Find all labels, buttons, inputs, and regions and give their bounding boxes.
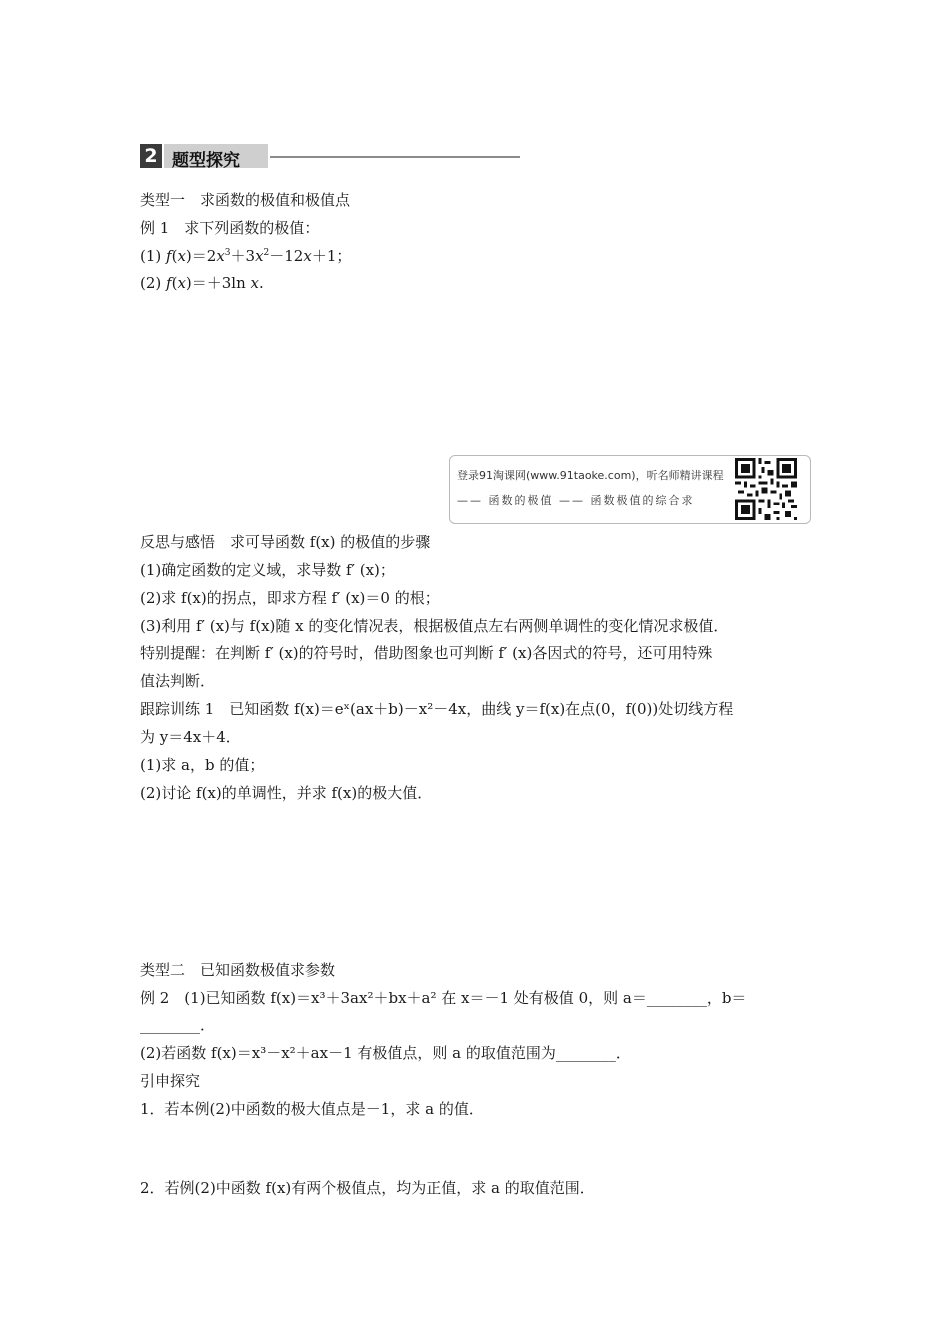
example1-part2-prefix: (2) [140, 274, 167, 292]
explore-heading: 引申探究 [140, 1072, 201, 1090]
reflection-note-line2: 值法判断． [140, 672, 216, 690]
section-divider [270, 156, 520, 158]
example1-label: 例 1 求下列函数的极值： [140, 219, 320, 237]
example1-part1-prefix: (1) [140, 247, 167, 265]
example2-line3: (2)若函数 f(x)＝x³－x²＋ax－1 有极值点，则 a 的取值范围为________． [140, 1044, 631, 1062]
reflection-step3: (3)利用 f′ (x)与 f(x)随 x 的变化情况表，根据极值点左右两侧单调性的变化情况求极值． [140, 617, 729, 635]
example1-part2: (2) f(x)＝＋3ln x. [140, 274, 264, 292]
example1-part1: (1) $f(x)=2x^3+3x^2-12x+1$； [140, 247, 352, 265]
explore-question2: 2．若例(2)中函数 f(x)有两个极值点，均为正值，求 a 的取值范围． [140, 1179, 595, 1197]
course-ad-line2[interactable]: —— 函数的极值 —— 函数极值的综合求 [457, 494, 695, 507]
type2-heading: 类型二 已知函数极值求参数 [140, 961, 336, 979]
course-ad-line1[interactable]: 登录91淘课网(www.91taoke.com)，听名师精讲课程 [457, 469, 724, 482]
training1-line2: 为 y＝4x＋4． [140, 728, 241, 746]
explore-question1: 1．若本例(2)中函数的极大值点是－1，求 a 的值． [140, 1100, 484, 1118]
section-title: 题型探究 [172, 151, 240, 171]
reflection-heading: 反思与感悟 求可导函数 f(x) 的极值的步骤 [140, 533, 431, 551]
training1-line1: 跟踪训练 1 已知函数 f(x)＝eˣ(ax＋b)－x²－4x，曲线 y＝f(x)在点(0，f(0))处切线方程 [140, 700, 734, 718]
type1-heading: 类型一 求函数的极值和极值点 [140, 191, 351, 209]
reflection-step1: (1)确定函数的定义域，求导数 f′ (x)； [140, 561, 395, 579]
reflection-note-line1: 特别提醒：在判断 f′ (x)的符号时，借助图象也可判断 f′ (x)各因式的符号，还可用特殊 [140, 644, 713, 662]
training1-question2: (2)讨论 f(x)的单调性，并求 f(x)的极大值． [140, 784, 433, 802]
example2-line1: 例 2 (1)已知函数 f(x)＝x³＋3ax²＋bx＋a² 在 x＝－1 处有极值 0，则 a＝________，b＝ [140, 989, 747, 1007]
example2-line2: ________． [140, 1016, 216, 1034]
section-number-badge: 2 [140, 144, 162, 168]
reflection-step2: (2)求 f(x)的拐点，即求方程 f′ (x)＝0 的根； [140, 589, 440, 607]
qr-code-icon[interactable] [734, 458, 798, 520]
training1-question1: (1)求 a，b 的值； [140, 756, 265, 774]
